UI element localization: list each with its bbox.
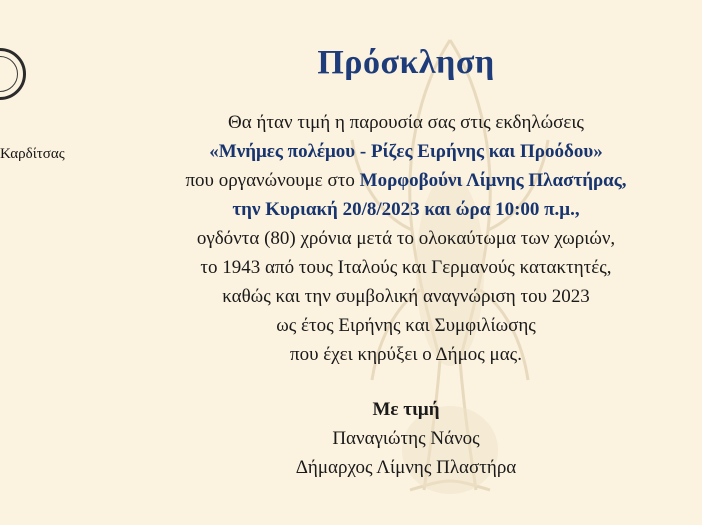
invitation-line: ως έτος Ειρήνης και Συμφιλίωσης bbox=[276, 315, 536, 336]
invitation-line bbox=[110, 166, 702, 195]
invitation-line: καθώς και την συμβολική αναγνώριση του 2023 bbox=[222, 286, 590, 307]
signature-role: Δήμαρχος Λίμνης Πλαστήρα bbox=[295, 457, 517, 478]
invitation-content bbox=[110, 0, 702, 520]
signature-name: Παναγιώτης Νάνος bbox=[332, 428, 480, 449]
organization-label: Καρδίτσας bbox=[0, 146, 65, 162]
signature-closing: Με τιμή bbox=[372, 399, 440, 420]
invitation-line-emphasis: Μορφοβούνι Λίμνης Πλαστήρας, bbox=[359, 170, 627, 191]
invitation-line-prefix: που οργανώνουμε στο bbox=[185, 170, 360, 191]
municipal-seal-icon bbox=[0, 48, 26, 100]
page-title: Πρόσκληση bbox=[317, 44, 495, 81]
invitation-line: Θα ήταν τιμή η παρουσία σας στις εκδηλώσεις bbox=[228, 112, 584, 133]
signature-block bbox=[110, 395, 702, 482]
invitation-line: την Κυριακή 20/8/2023 και ώρα 10:00 π.μ., bbox=[232, 199, 580, 220]
invitation-body bbox=[110, 108, 702, 369]
invitation-line: «Μνήμες πολέμου - Ρίζες Ειρήνης και Προόδου» bbox=[209, 141, 603, 162]
invitation-line: ογδόντα (80) χρόνια μετά το ολοκαύτωμα των χωριών, bbox=[196, 228, 616, 249]
invitation-line: το 1943 από τους Ιταλούς και Γερμανούς κατακτητές, bbox=[200, 257, 612, 278]
invitation-line: που έχει κηρύξει ο Δήμος μας. bbox=[290, 344, 522, 365]
